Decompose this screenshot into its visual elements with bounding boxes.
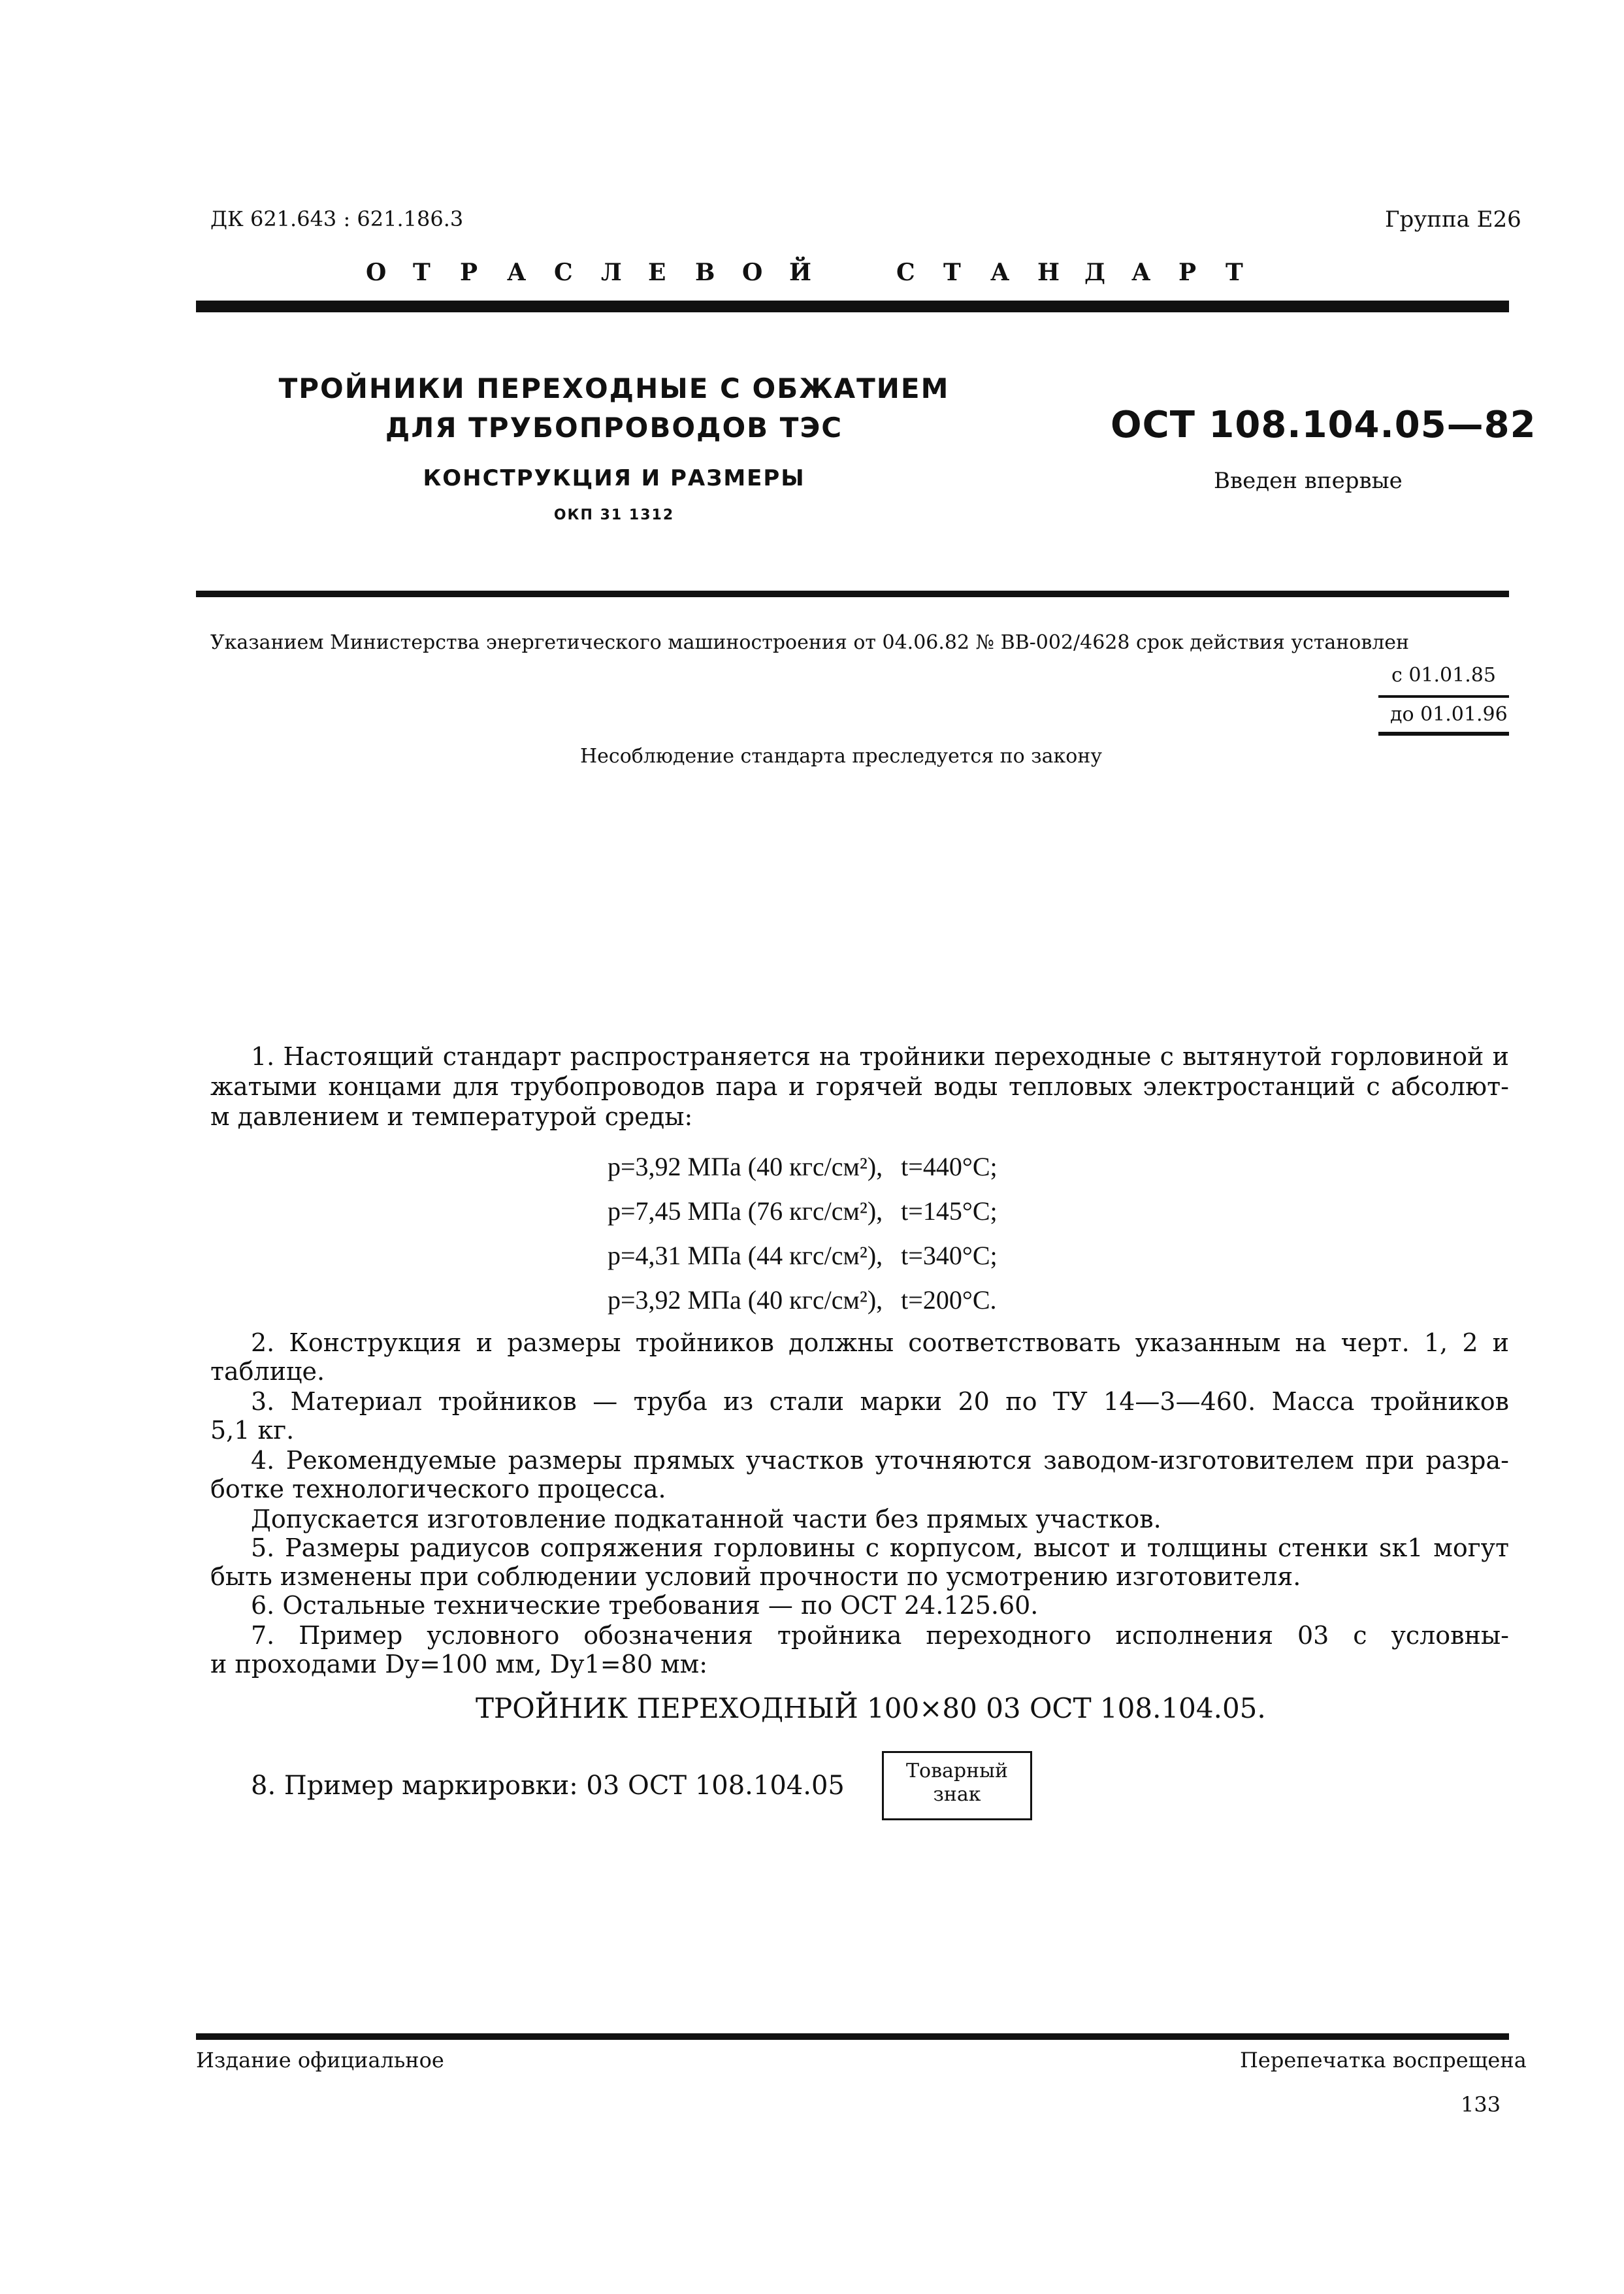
group-code: Группа Е26	[1385, 206, 1521, 233]
condition-row	[608, 1151, 998, 1182]
heading-letter: О	[742, 259, 763, 286]
validity-from-rule	[1378, 695, 1509, 698]
condition-temperature: t=145°С;	[901, 1196, 998, 1226]
standard-type-heading	[366, 259, 1346, 289]
official-edition: Издание официальное	[196, 2048, 444, 2073]
heading-letter: В	[695, 259, 715, 286]
condition-temperature: t=340°С;	[901, 1241, 998, 1270]
subtitle: КОНСТРУКЦИЯ И РАЗМЕРЫ	[423, 465, 805, 491]
condition-temperature: t=440°С;	[901, 1152, 998, 1181]
heading-letter: С	[554, 259, 573, 286]
condition-temperature: t=200°С.	[901, 1285, 997, 1315]
p7-line2: и проходами Dу=100 мм, Dу1=80 мм:	[210, 1650, 708, 1679]
heading-letter: А	[507, 259, 527, 286]
p4-line2: ботке технологического процесса.	[210, 1475, 666, 1503]
heading-letter: Е	[648, 259, 666, 286]
heading-letter: А	[1131, 259, 1151, 286]
p1-line2: жатыми концами для трубопроводов пара и горячей воды тепловых электростанций с абсолют-	[210, 1072, 1509, 1101]
condition-pressure: p=4,31 МПа (44 кгс/см²),	[608, 1241, 883, 1270]
validity-from: с 01.01.85	[1391, 664, 1496, 687]
heading-letter: О	[366, 259, 387, 286]
validity-to: до 01.01.96	[1390, 703, 1508, 726]
p7-line1: 7. Пример условного обозначения тройника переходного исполнения 03 с условны-	[251, 1621, 1509, 1650]
page-number: 133	[1461, 2092, 1501, 2117]
heading-letter: Д	[1084, 259, 1106, 286]
p2-line1: 2. Конструкция и размеры тройников должны соответствовать указанным на черт. 1, 2 и	[251, 1328, 1509, 1357]
heading-letter: Й	[789, 259, 812, 286]
heading-letter: Н	[1037, 259, 1060, 286]
p1-line3: м давлением и температурой среды:	[210, 1102, 693, 1131]
footer-rule	[196, 2033, 1509, 2040]
heading-letter: Л	[601, 259, 622, 286]
legal-warning: Несоблюдение стандарта преследуется по закону	[580, 745, 1102, 768]
p5-line1: 5. Размеры радиусов сопряжения горловины с корпусом, высот и толщины стенки sк1 могут	[251, 1533, 1509, 1562]
condition-row	[608, 1196, 998, 1226]
introduced-note: Введен впервые	[1214, 468, 1403, 494]
trademark-box	[882, 1751, 1032, 1820]
p8-marking-example: 8. Пример маркировки: 03 ОСТ 108.104.05	[251, 1771, 845, 1801]
standard-code: ОСТ 108.104.05—82	[1111, 404, 1536, 446]
p3-line2: 5,1 кг.	[210, 1416, 295, 1445]
condition-pressure: p=3,92 МПа (40 кгс/см²),	[608, 1152, 883, 1181]
trademark-line-1: Товарный	[906, 1760, 1008, 1782]
condition-row	[608, 1240, 998, 1271]
heading-letter: Р	[1178, 259, 1197, 286]
mid-rule	[196, 591, 1509, 597]
reprint-prohibited: Перепечатка воспрещена	[1240, 2048, 1527, 2073]
okp-code: ОКП 31 1312	[553, 507, 675, 523]
p4-line1: 4. Рекомендуемые размеры прямых участков уточняются заводом-изготовителем при разра-	[251, 1446, 1509, 1475]
title-line-1: ТРОЙНИКИ ПЕРЕХОДНЫЕ С ОБЖАТИЕМ	[278, 372, 950, 404]
heading-letter: Т	[943, 259, 961, 286]
validity-text: Указанием Министерства энергетического машиностроения от 04.06.82 № ВВ-002/4628 срок действия установлен	[210, 631, 1410, 654]
p4-line3: Допускается изготовление подкатанной части без прямых участков.	[251, 1505, 1161, 1533]
validity-to-rule	[1378, 732, 1509, 736]
top-thick-rule	[196, 301, 1509, 312]
p1-line1: 1. Настоящий стандарт распространяется на тройники переходные с вытянутой горловиной и	[251, 1042, 1509, 1071]
title-line-2: ДЛЯ ТРУБОПРОВОДОВ ТЭС	[385, 412, 843, 444]
heading-letter: С	[896, 259, 915, 286]
p3-line1: 3. Материал тройников — труба из стали марки 20 по ТУ 14—3—460. Масса тройников	[251, 1387, 1509, 1416]
condition-pressure: p=3,92 МПа (40 кгс/см²),	[608, 1285, 883, 1315]
condition-row	[608, 1285, 997, 1315]
heading-letter: Т	[413, 259, 430, 286]
udk-code: ДК 621.643 : 621.186.3	[210, 206, 464, 231]
designation-example: ТРОЙНИК ПЕРЕХОДНЫЙ 100×80 03 ОСТ 108.104.05.	[476, 1692, 1266, 1724]
heading-letter: Т	[1226, 259, 1243, 286]
p5-line2: быть изменены при соблюдении условий прочности по усмотрению изготовителя.	[210, 1562, 1301, 1591]
p6: 6. Остальные технические требования — по ОСТ 24.125.60.	[251, 1591, 1039, 1620]
heading-letter: Р	[460, 259, 478, 286]
trademark-line-2: знак	[933, 1783, 981, 1806]
p2-line2: таблице.	[210, 1357, 325, 1386]
condition-pressure: p=7,45 МПа (76 кгс/см²),	[608, 1196, 883, 1226]
heading-letter: А	[990, 259, 1010, 286]
